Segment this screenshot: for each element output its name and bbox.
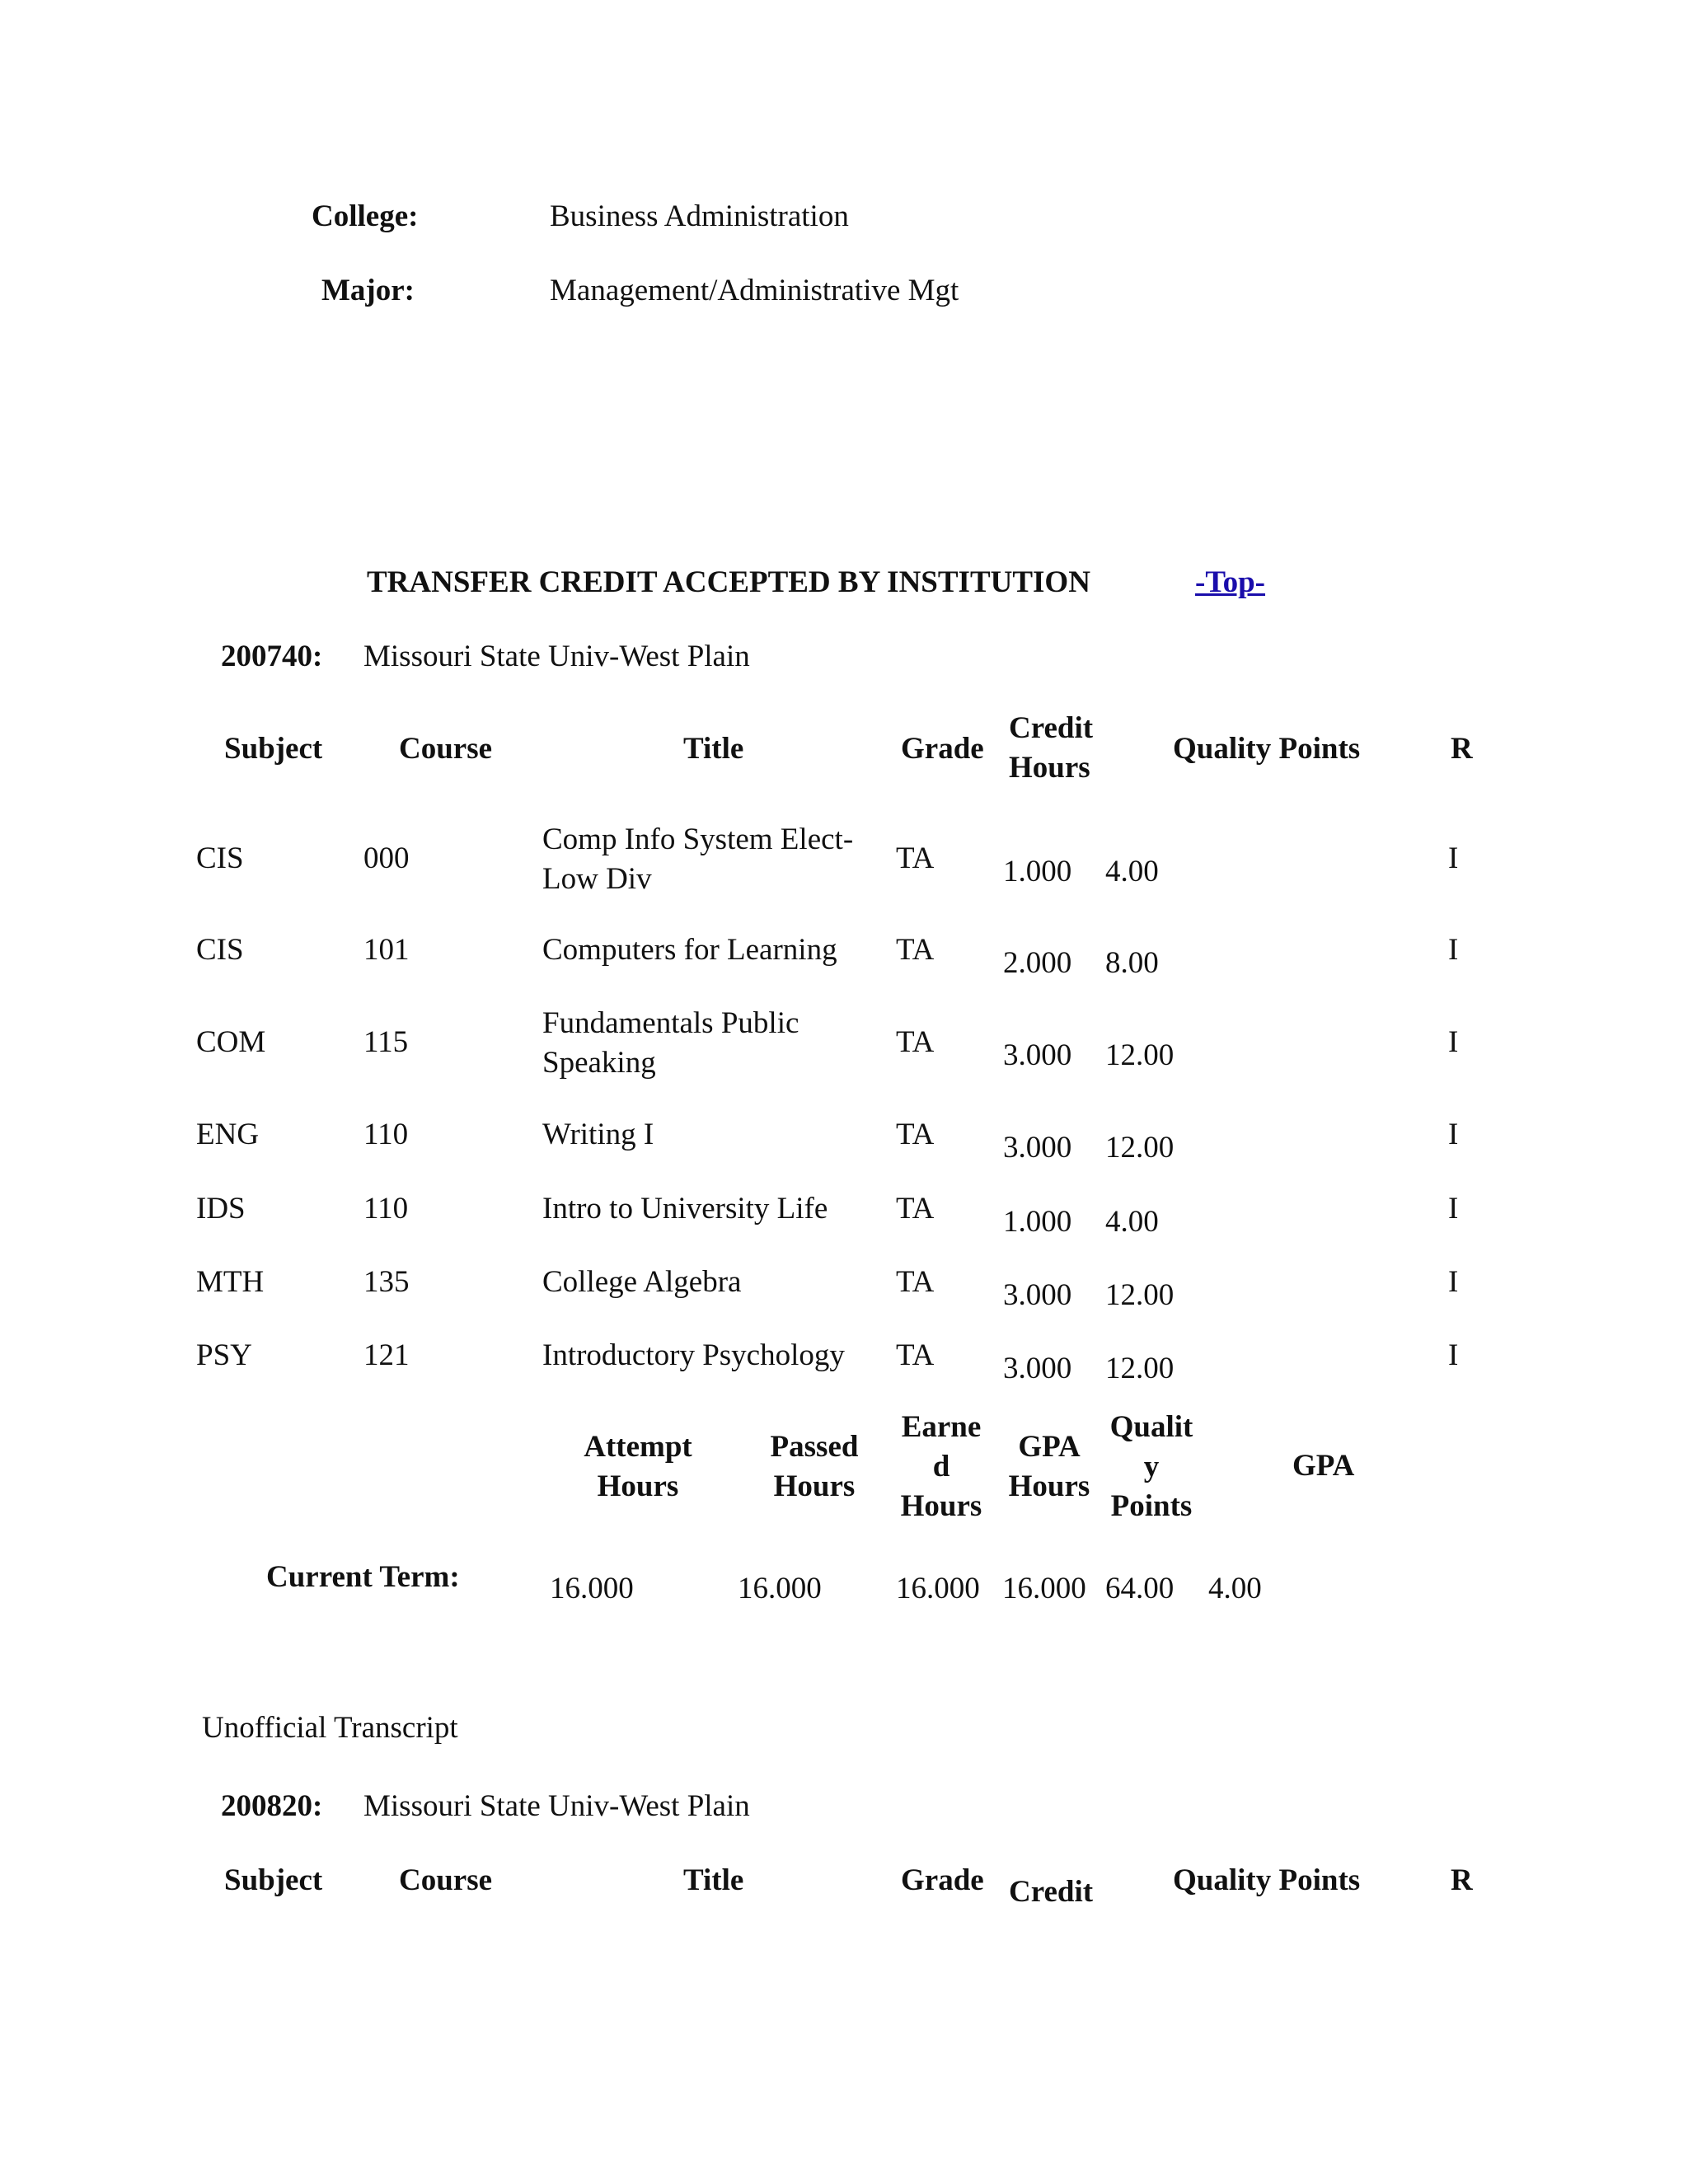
cell-course: 115 <box>363 1025 409 1059</box>
cell-r: I <box>1448 1192 1459 1226</box>
header-credit-line1: Credit <box>1009 711 1094 745</box>
totals-header-quality-line3: Points <box>1110 1489 1193 1523</box>
major-label: Major: <box>321 274 415 307</box>
cell-r: I <box>1448 1338 1459 1372</box>
cell-credit-hours: 3.000 <box>1003 1352 1072 1385</box>
cell-quality-points: 12.00 <box>1105 1352 1175 1385</box>
cell-title-line2: Speaking <box>542 1046 656 1080</box>
cell-quality-points: 12.00 <box>1105 1131 1175 1165</box>
current-term-gpa: 4.00 <box>1208 1572 1262 1605</box>
cell-title-line1: Fundamentals Public <box>542 1006 799 1040</box>
totals-header-earned-line1: Earne <box>901 1410 982 1444</box>
cell-grade: TA <box>896 1265 935 1299</box>
cell-title: Introductory Psychology <box>542 1338 845 1372</box>
cell-subject: PSY <box>196 1338 252 1372</box>
cell-grade: TA <box>896 1118 935 1151</box>
header-credit-line2: Hours <box>1009 751 1090 785</box>
cell-grade: TA <box>896 1192 935 1226</box>
cell-r: I <box>1448 1025 1459 1059</box>
totals-header-quality-line2: y <box>1143 1450 1160 1483</box>
cell-grade: TA <box>896 933 935 967</box>
cell-title <box>542 1004 799 1083</box>
cell-course: 135 <box>363 1265 410 1299</box>
header-grade: Grade <box>901 1863 984 1897</box>
totals-header-quality-points <box>1107 1408 1196 1526</box>
cell-grade: TA <box>896 1338 935 1372</box>
cell-quality-points: 4.00 <box>1105 855 1159 888</box>
totals-header-quality-line1: Qualit <box>1109 1410 1193 1444</box>
cell-title-line1: Comp Info System Elect- <box>542 823 854 856</box>
header-credit: Credit <box>1009 1875 1094 1909</box>
header-credit-hours <box>1009 709 1093 788</box>
header-grade: Grade <box>901 732 984 766</box>
cell-credit-hours: 3.000 <box>1003 1278 1072 1312</box>
college-value: Business Administration <box>550 199 849 233</box>
header-r: R <box>1451 732 1473 766</box>
current-term-label: Current Term: <box>266 1560 460 1594</box>
totals-header-gpa-hours-line2: Hours <box>1008 1469 1090 1503</box>
totals-header-gpa: GPA <box>1292 1449 1355 1483</box>
header-title: Title <box>683 1863 744 1897</box>
cell-subject: CIS <box>196 841 244 875</box>
cell-grade: TA <box>896 1025 935 1059</box>
current-term-quality-points: 64.00 <box>1105 1572 1175 1605</box>
totals-header-attempt-line2: Hours <box>597 1469 679 1503</box>
cell-quality-points: 12.00 <box>1105 1038 1175 1072</box>
cell-subject: COM <box>196 1025 266 1059</box>
cell-course: 000 <box>363 841 410 875</box>
header-course: Course <box>399 1863 493 1897</box>
top-link[interactable]: -Top- <box>1195 565 1266 599</box>
college-label: College: <box>312 199 419 233</box>
cell-title: College Algebra <box>542 1265 742 1299</box>
totals-header-earned-line3: Hours <box>900 1489 982 1523</box>
cell-r: I <box>1448 1118 1459 1151</box>
cell-subject: CIS <box>196 933 244 967</box>
transfer-credit-heading: TRANSFER CREDIT ACCEPTED BY INSTITUTION <box>367 565 1090 599</box>
cell-credit-hours: 3.000 <box>1003 1038 1072 1072</box>
term-institution: Missouri State Univ-West Plain <box>363 640 750 673</box>
header-quality-points: Quality Points <box>1173 1863 1361 1897</box>
cell-quality-points: 8.00 <box>1105 946 1159 980</box>
totals-header-passed-line2: Hours <box>773 1469 856 1503</box>
unofficial-transcript-label: Unofficial Transcript <box>202 1711 458 1745</box>
cell-course: 121 <box>363 1338 410 1372</box>
cell-title: Writing I <box>542 1118 654 1151</box>
header-quality-points: Quality Points <box>1173 732 1361 766</box>
totals-header-earned-line2: d <box>932 1450 950 1483</box>
cell-course: 110 <box>363 1118 409 1151</box>
totals-header-attempt-hours <box>577 1427 699 1507</box>
term-code: 200820: <box>221 1789 323 1823</box>
header-course: Course <box>399 732 493 766</box>
header-subject: Subject <box>224 1863 323 1897</box>
term-institution: Missouri State Univ-West Plain <box>363 1789 750 1823</box>
cell-subject: MTH <box>196 1265 265 1299</box>
cell-subject: IDS <box>196 1192 246 1226</box>
totals-header-passed-hours <box>757 1427 872 1507</box>
totals-header-attempt-line1: Attempt <box>584 1430 692 1464</box>
cell-credit-hours: 2.000 <box>1003 946 1072 980</box>
cell-quality-points: 4.00 <box>1105 1205 1159 1239</box>
cell-title: Computers for Learning <box>542 933 837 967</box>
cell-subject: ENG <box>196 1118 260 1151</box>
totals-header-earned-hours <box>897 1408 986 1526</box>
cell-grade: TA <box>896 841 935 875</box>
cell-r: I <box>1448 933 1459 967</box>
totals-header-gpa-hours <box>1004 1427 1095 1507</box>
current-term-gpa-hours: 16.000 <box>1002 1572 1086 1605</box>
cell-title: Intro to University Life <box>542 1192 828 1226</box>
totals-header-gpa-hours-line1: GPA <box>1018 1430 1081 1464</box>
header-r: R <box>1451 1863 1473 1897</box>
cell-r: I <box>1448 1265 1459 1299</box>
cell-r: I <box>1448 841 1459 875</box>
cell-credit-hours: 3.000 <box>1003 1131 1072 1165</box>
cell-credit-hours: 1.000 <box>1003 1205 1072 1239</box>
cell-credit-hours: 1.000 <box>1003 855 1072 888</box>
cell-quality-points: 12.00 <box>1105 1278 1175 1312</box>
cell-course: 110 <box>363 1192 409 1226</box>
header-title: Title <box>683 732 744 766</box>
current-term-attempt-hours: 16.000 <box>550 1572 634 1605</box>
cell-course: 101 <box>363 933 410 967</box>
cell-title <box>542 820 853 899</box>
current-term-passed-hours: 16.000 <box>738 1572 822 1605</box>
term-code: 200740: <box>221 640 323 673</box>
header-subject: Subject <box>224 732 323 766</box>
cell-title-line2: Low Div <box>542 862 652 896</box>
major-value: Management/Administrative Mgt <box>550 274 959 307</box>
current-term-earned-hours: 16.000 <box>896 1572 980 1605</box>
totals-header-passed-line1: Passed <box>770 1430 859 1464</box>
